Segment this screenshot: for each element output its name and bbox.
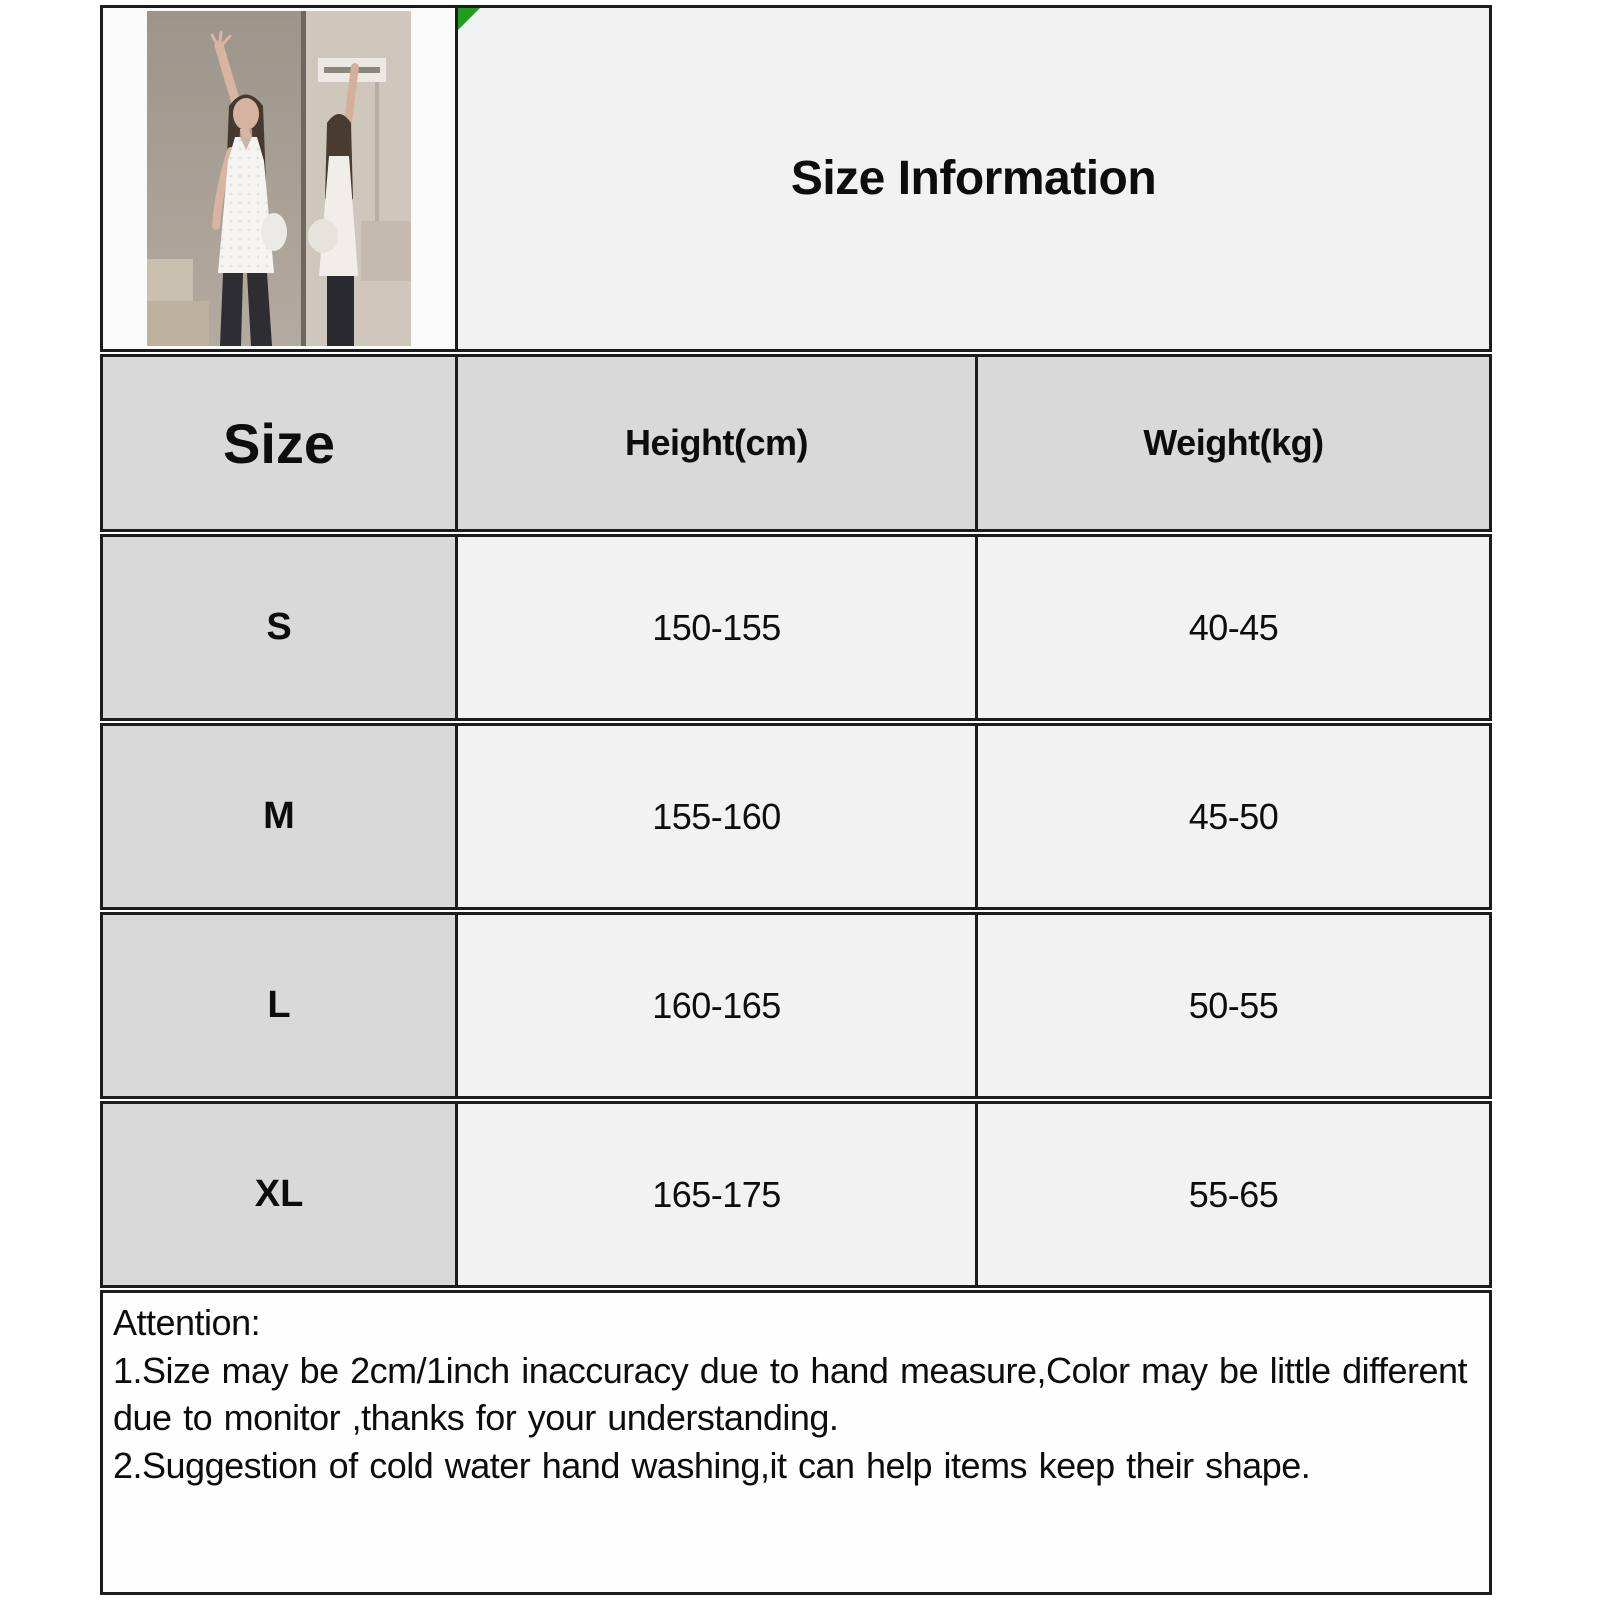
- table-row-s: [100, 534, 1492, 721]
- size-cell: S: [103, 537, 458, 718]
- table-row-l: [100, 912, 1492, 1099]
- attention-note-1: 1.Size may be 2cm/1inch inaccuracy due to hand measure,Color may be little different due to monitor ,thanks for your understanding.: [113, 1349, 1468, 1439]
- table-row-m: [100, 723, 1492, 910]
- weight-cell: 55-65: [978, 1104, 1489, 1285]
- table-row-xl: [100, 1101, 1492, 1288]
- weight-cell: 50-55: [978, 915, 1489, 1096]
- product-photo: [147, 11, 411, 346]
- weight-cell: 45-50: [978, 726, 1489, 907]
- table-header-row: [100, 354, 1492, 532]
- mirror-frame: [301, 11, 306, 346]
- mirror-counter: [361, 221, 411, 281]
- height-cell: 160-165: [458, 915, 978, 1096]
- size-cell: M: [103, 726, 458, 907]
- column-header-weight: Weight(kg): [978, 357, 1489, 529]
- page-title: Size Information: [790, 152, 1157, 205]
- column-header-size: Size: [103, 357, 458, 529]
- height-cell: 150-155: [458, 537, 978, 718]
- attention-heading: Attention:: [113, 1302, 261, 1343]
- title-cell: [458, 8, 1489, 349]
- height-cell: 155-160: [458, 726, 978, 907]
- height-cell: 165-175: [458, 1104, 978, 1285]
- title-band: [100, 5, 1492, 352]
- product-photo-cell: [103, 8, 458, 349]
- attention-note-2: 2.Suggestion of cold water hand washing,it can help items keep their shape.: [113, 1444, 1311, 1486]
- size-chart-sheet: [100, 5, 1492, 1595]
- size-cell: XL: [103, 1104, 458, 1285]
- corner-marker-icon: [458, 8, 480, 30]
- weight-cell: 40-45: [978, 537, 1489, 718]
- column-header-height: Height(cm): [458, 357, 978, 529]
- attention-section: [100, 1290, 1492, 1595]
- size-cell: L: [103, 915, 458, 1096]
